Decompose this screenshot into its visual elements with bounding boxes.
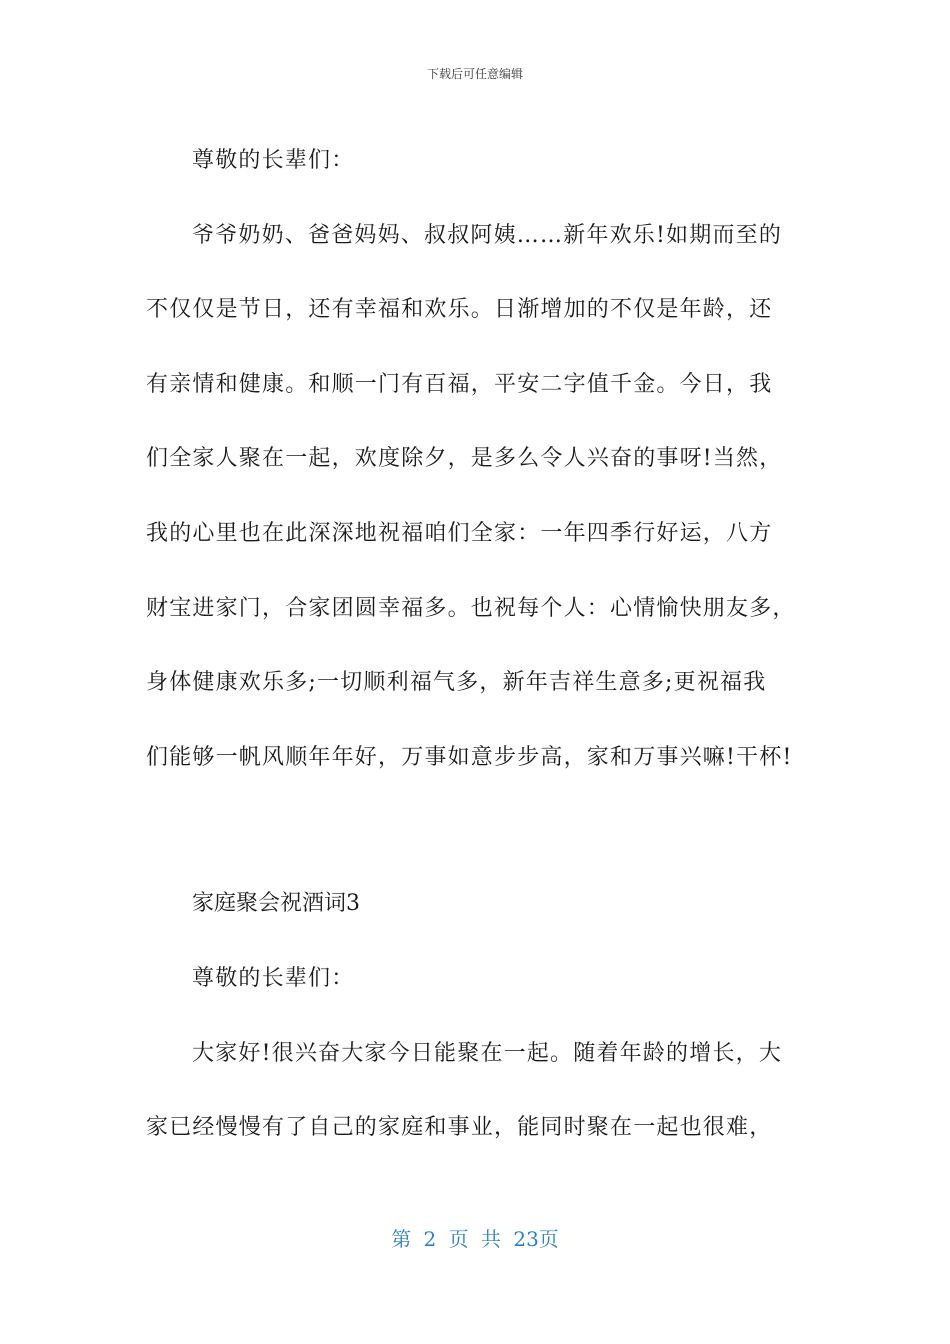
section-spacer [146, 795, 826, 867]
page-number: 第 2 页 共 23页 [391, 1227, 559, 1251]
greeting-1: 尊敬的长辈们： [192, 148, 355, 173]
paragraph-1-line-7: 身体健康欢乐多;一切顺利福气多，新年吉祥生意多;更祝福我 [146, 670, 767, 696]
page-header-note: 下载后可任意编辑 [426, 67, 523, 81]
paragraph-1-line-8: 们能够一帆风顺年年好，万事如意步步高，家和万事兴嘛!干杯! [146, 744, 793, 770]
paragraph-1-line-3: 有亲情和健康。和顺一门有百福，平安二字值千金。今日，我 [146, 371, 773, 397]
paragraph-1-line-1: 爷爷奶奶、爸爸妈妈、叔叔阿姨……新年欢乐!如期而至的 [192, 222, 783, 248]
paragraph-2-line-1: 大家好!很兴奋大家今日能聚在一起。随着年龄的增长，大 [192, 1040, 783, 1066]
document-body [146, 124, 826, 1166]
paragraph-1-line-2: 不仅仅是节日，还有幸福和欢乐。日渐增加的不仅是年龄，还 [146, 297, 773, 323]
paragraph-1-line-5: 我的心里也在此深深地祝福咱们全家：一年四季行好运，八方 [146, 520, 773, 546]
paragraph-2-line-2: 家已经慢慢有了自己的家庭和事业，能同时聚在一起也很难， [146, 1115, 773, 1141]
section-title: 家庭聚会祝酒词3 [192, 891, 360, 917]
greeting-2: 尊敬的长辈们： [192, 965, 355, 991]
paragraph-1-line-6: 财宝进家门，合家团圆幸福多。也祝每个人：心情愉快朋友多， [146, 595, 796, 621]
paragraph-1-line-4: 们全家人聚在一起，欢度除夕，是多么令人兴奋的事呀!当然， [146, 446, 783, 472]
